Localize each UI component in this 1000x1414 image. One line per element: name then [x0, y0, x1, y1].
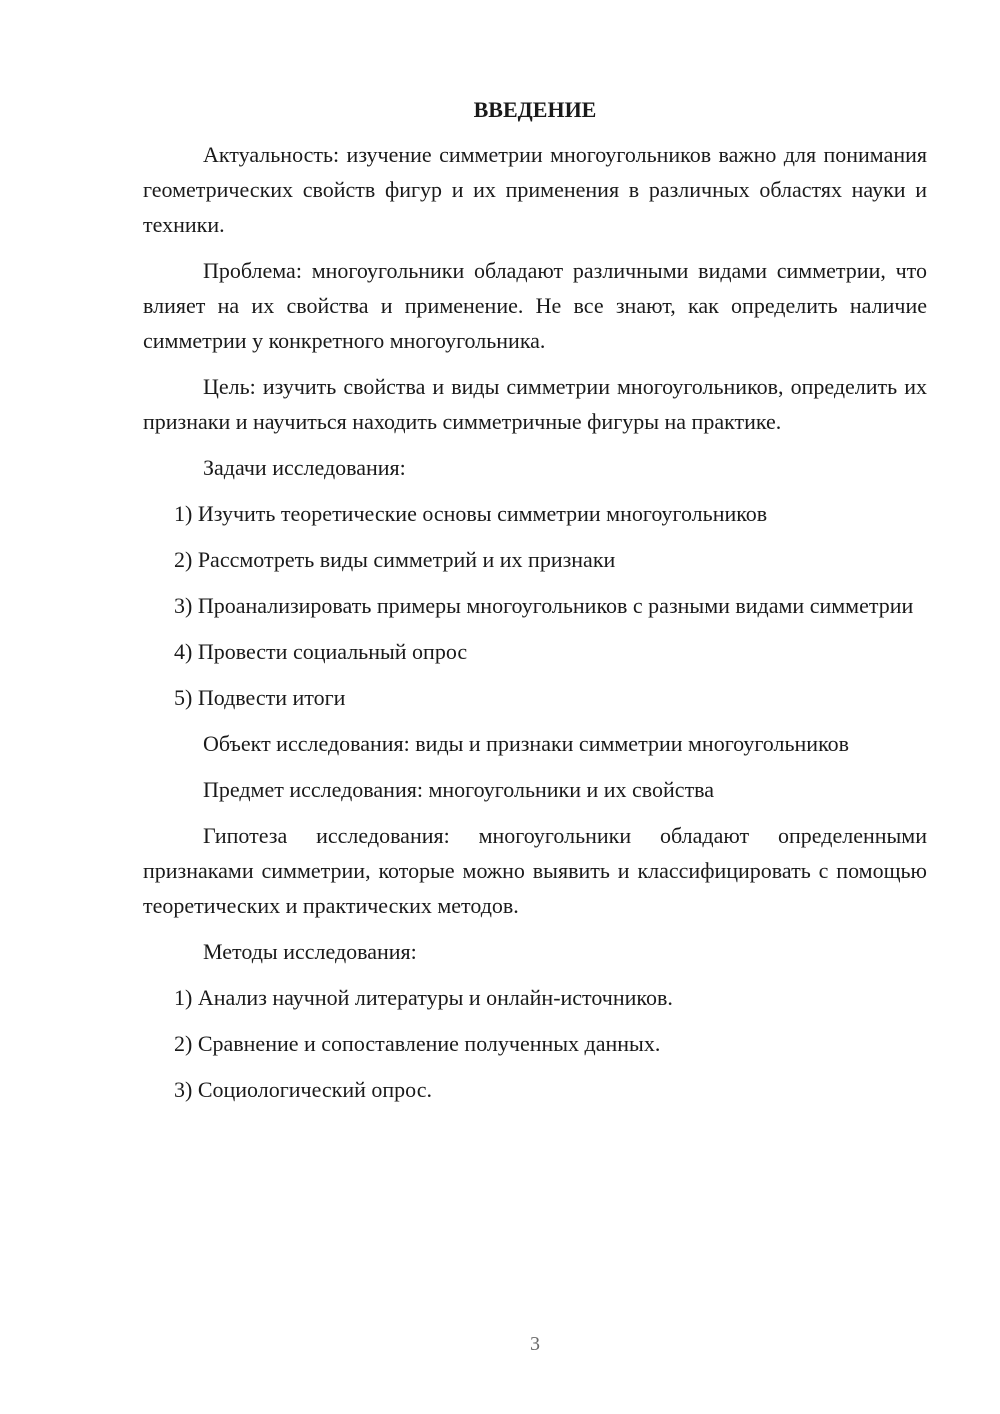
task-item: 4) Провести социальный опрос: [174, 639, 468, 664]
goal-paragraph: Цель: изучить свойства и виды симметрии многоугольников, определить их признаки и научиться находить симметричные фигуры на практике.: [143, 374, 927, 434]
method-item: 3) Социологический опрос.: [174, 1077, 432, 1102]
task-item: 5) Подвести итоги: [174, 685, 346, 710]
hypothesis-paragraph: Гипотеза исследования: многоугольники обладают определенными признаками симметрии, которые можно выявить и классифицировать с помощью теоретических и практических методов.: [143, 823, 927, 918]
page-number: 3: [530, 1333, 540, 1355]
method-item: 1) Анализ научной литературы и онлайн-источников.: [174, 985, 673, 1010]
document-page: [143, 95, 927, 1118]
section-title: ВВЕДЕНИЕ: [473, 97, 597, 122]
method-item: 2) Сравнение и сопоставление полученных данных.: [174, 1031, 661, 1056]
tasks-heading: Задачи исследования:: [203, 455, 406, 480]
relevance-paragraph: Актуальность: изучение симметрии многоугольников важно для понимания геометрических свойств фигур и их применения в различных областях науки и техники.: [143, 142, 927, 237]
subject-paragraph: Предмет исследования: многоугольники и их свойства: [203, 777, 715, 802]
task-item: 3) Проанализировать примеры многоугольников с разными видами симметрии: [174, 593, 914, 618]
task-item: 2) Рассмотреть виды симметрий и их признаки: [174, 547, 616, 572]
methods-heading: Методы исследования:: [203, 939, 417, 964]
object-paragraph: Объект исследования: виды и признаки симметрии многоугольников: [203, 731, 850, 756]
problem-paragraph: Проблема: многоугольники обладают различными видами симметрии, что влияет на их свойства и применение. Не все знают, как определить наличие симметрии у конкретного многоугольника.: [143, 258, 927, 353]
task-item: 1) Изучить теоретические основы симметрии многоугольников: [174, 501, 768, 526]
